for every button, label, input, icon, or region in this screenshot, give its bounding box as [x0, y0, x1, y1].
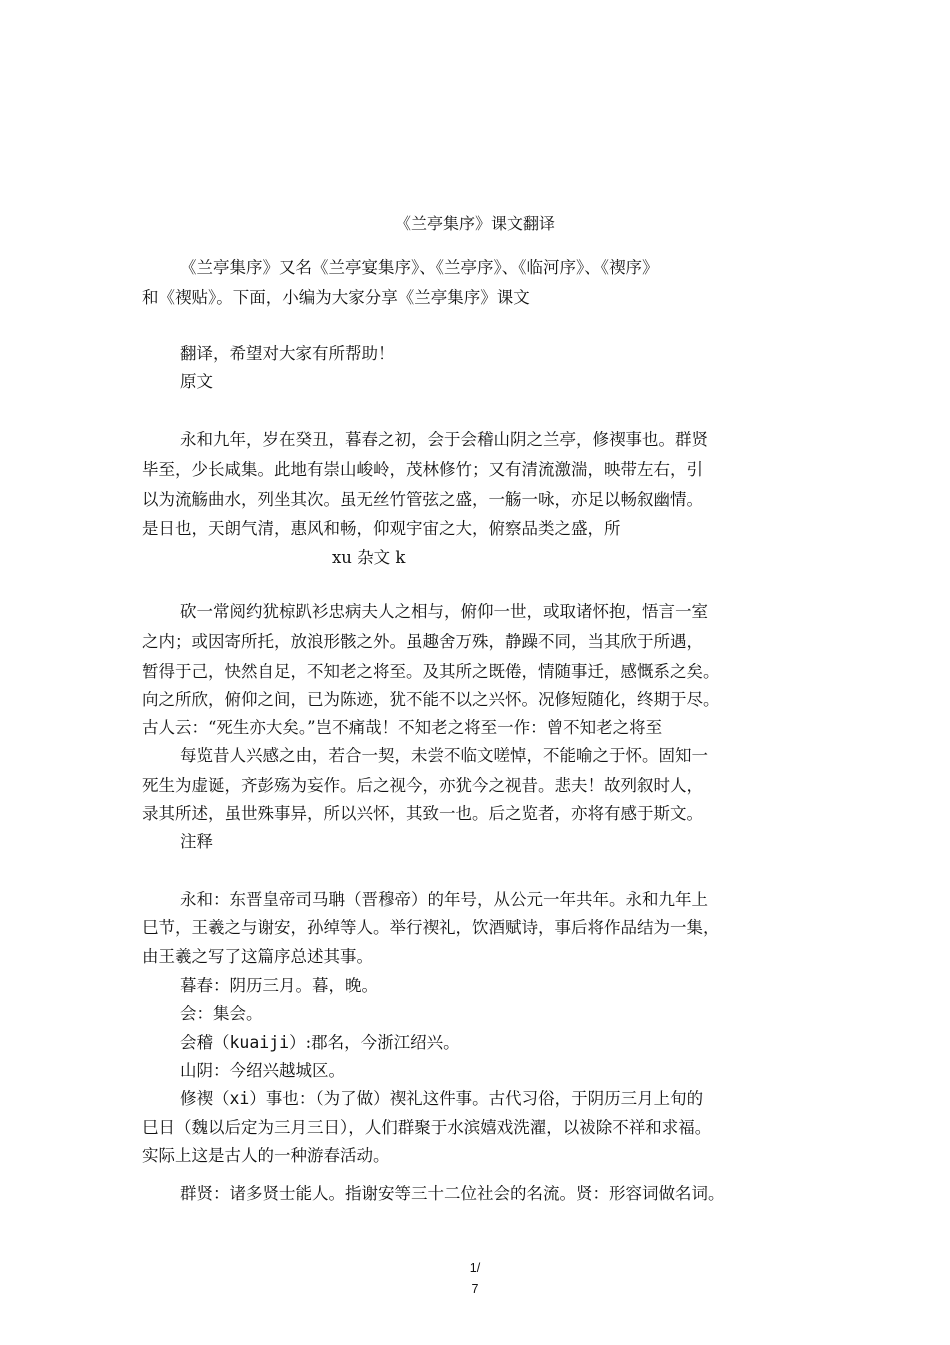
- heading-original: 原文: [180, 372, 213, 391]
- intro-line: 和《禊贴》。下面，小编为大家分享《兰亭集序》课文: [142, 288, 530, 307]
- note-line: 会：集会。: [180, 1004, 263, 1023]
- pinyin: xi: [229, 1089, 250, 1108]
- original-line: 古人云：“死生亦大矣。”岂不痛哉！不知老之将至一作：曾不知老之将至: [142, 718, 663, 737]
- note-line: 山阴：今绍兴越城区。: [180, 1061, 345, 1080]
- note-line: 暮春：阴历三月。暮，晚。: [180, 976, 378, 995]
- heading-notes: 注释: [180, 832, 213, 851]
- page-number: [0, 1258, 950, 1300]
- note-line: 会稽（kuaiji）:郡名，今浙江绍兴。: [180, 1033, 460, 1052]
- original-line: 砍一常阅约犹椋趴衫忠病夫人之相与，俯仰一世，或取诸怀抱，悟言一室: [180, 602, 708, 621]
- original-line: 死生为虚诞，齐彭殇为妄作。后之视今，亦犹今之视昔。悲夫！故列叙时人，: [142, 776, 703, 795]
- original-line: 永和九年，岁在癸丑，暮春之初，会于会稽山阴之兰亭，修禊事也。群贤: [180, 430, 708, 449]
- note-line: 巳日（魏以后定为三月三日），人们群聚于水滨嬉戏洗濯，以祓除不祥和求福。: [142, 1118, 712, 1137]
- original-line: 以为流觞曲水，列坐其次。虽无丝竹管弦之盛，一觞一咏，亦足以畅叙幽情。: [142, 490, 703, 509]
- original-line: 是日也，天朗气清，惠风和畅，仰观宇宙之大，俯察品类之盛，所: [142, 519, 621, 538]
- document-title: 《兰亭集序》课文翻译: [394, 214, 555, 233]
- page-number-current: 1/: [469, 1261, 481, 1275]
- note-line: 实际上这是古人的一种游春活动。: [142, 1146, 390, 1165]
- note-line: 由王羲之写了这篇序总述其事。: [142, 947, 373, 966]
- note-line: 修禊（xi）事也：（为了做）禊礼这件事。古代习俗，于阴历三月上旬的: [180, 1089, 704, 1108]
- pinyin: kuaiji: [229, 1033, 290, 1052]
- note-line: 永和：东晋皇帝司马聃（晋穆帝）的年号，从公元一年共年。永和九年上: [180, 890, 708, 909]
- intro-line: 《兰亭集序》又名《兰亭宴集序》、《兰亭序》、《临河序》、《禊序》: [180, 258, 659, 277]
- page-number-total: 7: [471, 1282, 479, 1296]
- original-line: 之内；或因寄所托，放浪形骸之外。虽趣舍万殊，静躁不同，当其欣于所遇，: [142, 632, 703, 651]
- original-line: 每览昔人兴感之由，若合一契，未尝不临文嗟悼，不能喻之于怀。固知一: [180, 746, 708, 765]
- original-line: 暂得于己，快然自足，不知老之将至。及其所之既倦，情随事迁，感慨系之矣。: [142, 662, 720, 681]
- note-line: 巳节，王羲之与谢安，孙绰等人。举行禊礼，饮酒赋诗，事后将作品结为一集，: [142, 918, 720, 937]
- original-line: 毕至，少长咸集。此地有崇山峻岭，茂林修竹；又有清流激湍，映带左右，引: [142, 460, 703, 479]
- intro-line: 翻译，希望对大家有所帮助！: [180, 344, 395, 363]
- original-line: 向之所欣，俯仰之间，已为陈迹，犹不能不以之兴怀。况修短随化，终期于尽。: [142, 690, 720, 709]
- original-line: 录其所述，虽世殊事异，所以兴怀，其致一也。后之览者，亦将有感于斯文。: [142, 804, 703, 823]
- note-line: 群贤：诸多贤士能人。指谢安等三十二位社会的名流。贤：形容词做名词。: [180, 1184, 725, 1203]
- original-line-fragment: xu 杂文 k: [332, 548, 406, 567]
